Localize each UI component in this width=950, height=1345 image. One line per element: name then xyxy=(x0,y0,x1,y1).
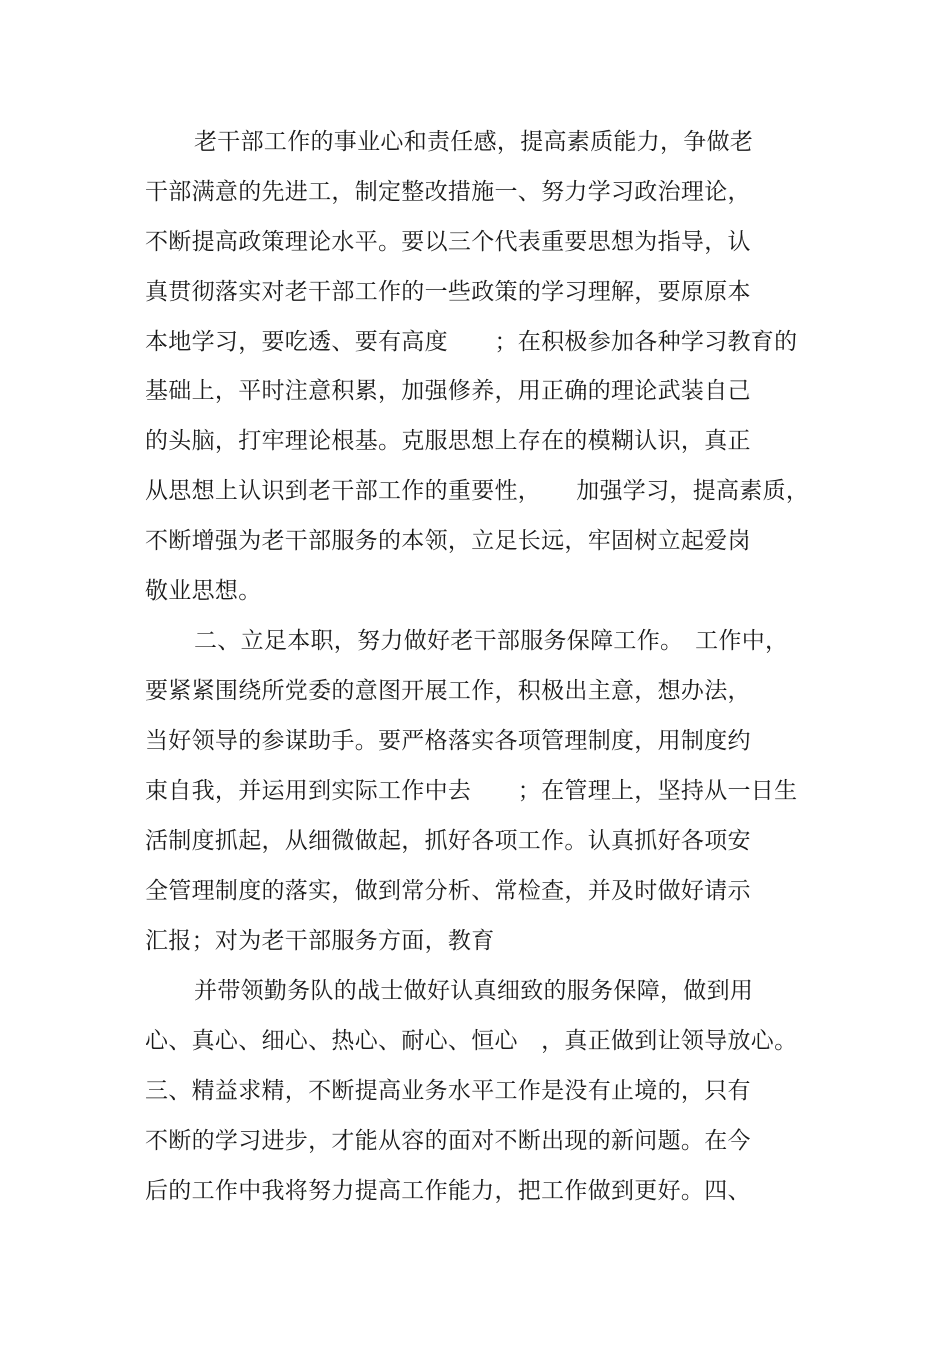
paragraph-line: 全管理制度的落实，做到常分析、常检查，并及时做好请示 xyxy=(145,878,751,904)
paragraph-line: 二、立足本职，努力做好老干部服务保障工作。 工作中， xyxy=(194,628,789,654)
paragraph-line: 活制度抓起，从细微做起，抓好各项工作。认真抓好各项安 xyxy=(145,828,751,854)
paragraph-line: 不断增强为老干部服务的本领，立足长远，牢固树立起爱岗 xyxy=(145,528,751,554)
paragraph-line: 的头脑，打牢理论根基。克服思想上存在的模糊认识，真正 xyxy=(145,428,751,454)
paragraph-line: 并带领勤务队的战士做好认真细致的服务保障，做到用 xyxy=(194,978,754,1004)
paragraph-line: 本地学习，要吃透、要有高度 ；在积极参加各种学习教育的 xyxy=(145,329,798,355)
paragraph-line: 后的工作中我将努力提高工作能力，把工作做到更好。四、 xyxy=(145,1178,751,1204)
paragraph-line: 真贯彻落实对老干部工作的一些政策的学习理解，要原原本 xyxy=(145,279,751,305)
paragraph-line: 汇报；对为老干部服务方面，教育 xyxy=(145,928,495,954)
paragraph-line: 干部满意的先进工，制定整改措施一、努力学习政治理论， xyxy=(145,179,751,205)
paragraph-line: 要紧紧围绕所党委的意图开展工作，积极出主意，想办法， xyxy=(145,678,751,704)
paragraph-line: 老干部工作的事业心和责任感，提高素质能力，争做老 xyxy=(194,129,754,155)
paragraph-line: 基础上，平时注意积累，加强修养，用正确的理论武装自己 xyxy=(145,378,751,404)
paragraph-line: 三、精益求精，不断提高业务水平工作是没有止境的，只有 xyxy=(145,1078,751,1104)
paragraph-line: 当好领导的参谋助手。要严格落实各项管理制度，用制度约 xyxy=(145,728,751,754)
paragraph-line: 从思想上认识到老干部工作的重要性， 加强学习，提高素质， xyxy=(145,478,810,504)
paragraph-line: 不断提高政策理论水平。要以三个代表重要思想为指导，认 xyxy=(145,229,751,255)
paragraph-line: 心、真心、细心、热心、耐心、恒心 ，真正做到让领导放心。 xyxy=(145,1028,798,1054)
paragraph-line: 敬业思想。 xyxy=(145,578,262,604)
paragraph-line: 束自我，并运用到实际工作中去 ；在管理上，坚持从一日生 xyxy=(145,778,798,804)
paragraph-line: 不断的学习进步，才能从容的面对不断出现的新问题。在今 xyxy=(145,1128,751,1154)
